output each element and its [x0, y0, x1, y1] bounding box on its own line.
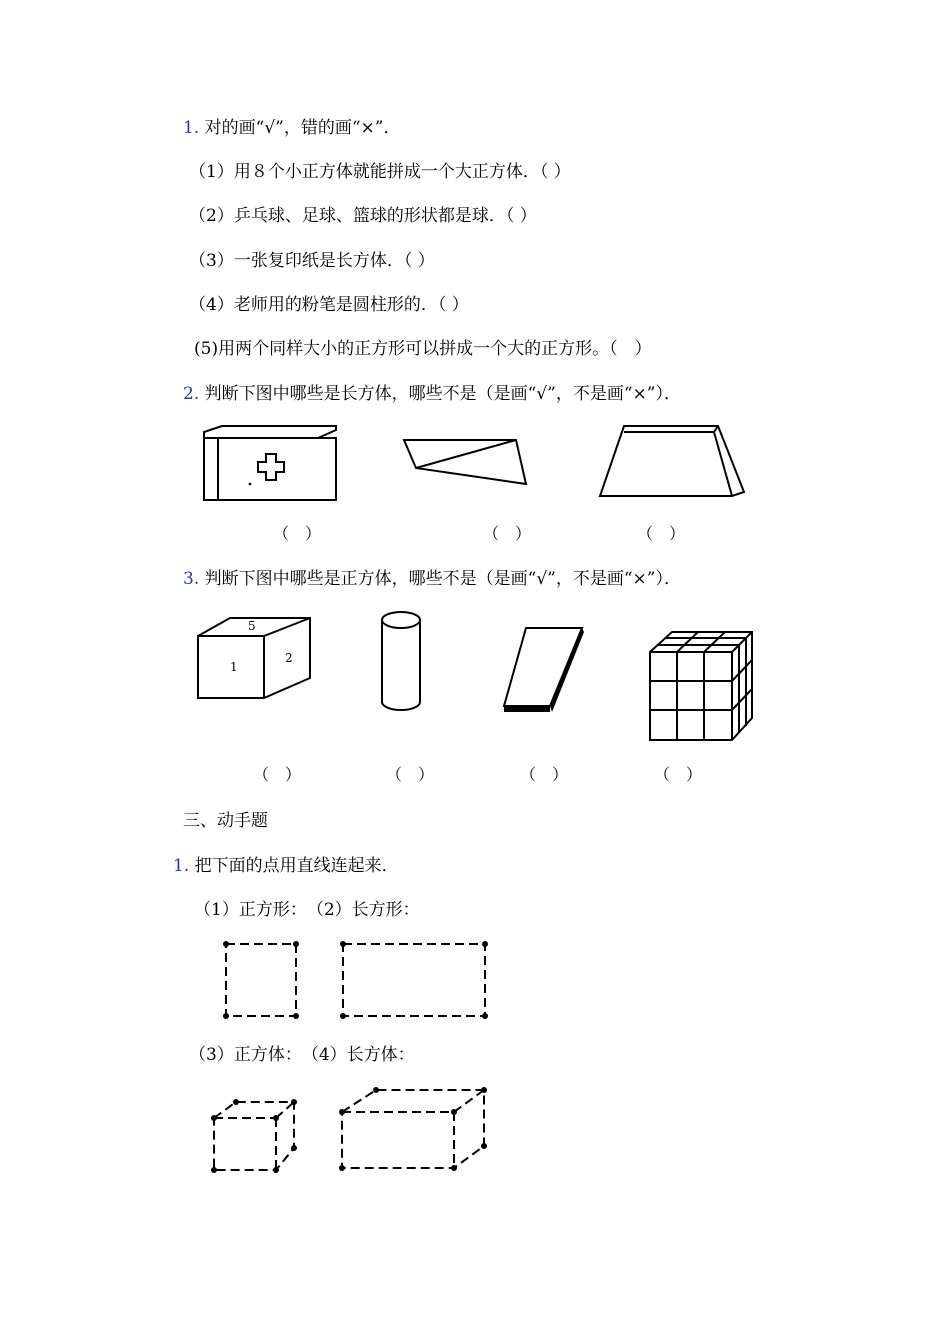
section1-item-4: （4）老师用的粉笔是圆柱形的．（ ）: [189, 295, 469, 315]
section1-number: 1.: [183, 118, 200, 138]
part3-q1-number: 1.: [173, 856, 190, 876]
section1-item-3: （3）一张复印纸是长方体．（ ）: [189, 251, 435, 271]
first-aid-box-figure: [200, 424, 342, 504]
section3-answer-4: （ ）: [654, 765, 703, 784]
rubik-cube-figure: [646, 630, 756, 744]
section2-answer-3: （ ）: [637, 524, 686, 543]
section3-title: 判断下图中哪些是正方体，哪些不是（是画“√”，不是画“×”）．: [204, 569, 681, 589]
section2-number: 2.: [183, 384, 200, 404]
cube-label-side: 2: [285, 651, 293, 665]
section2-answer-2: （ ）: [483, 524, 532, 543]
section2-answer-1: （ ）: [273, 524, 322, 543]
section1-title: 对的画“√”，错的画“×”．: [204, 118, 401, 138]
dashed-cube-figure: [208, 1096, 300, 1176]
part3-q1-row2-labels: （3）正方体： （4）长方体：: [189, 1045, 415, 1065]
section3-answer-2: （ ）: [386, 765, 435, 784]
slanted-slab-figure: [400, 438, 532, 490]
dashed-square-figure: [222, 940, 302, 1020]
section3-answer-3: （ ）: [520, 765, 569, 784]
section3-number: 3.: [183, 569, 200, 589]
section3-answer-1: （ ）: [253, 765, 302, 784]
book-slab-figure: [500, 624, 586, 716]
trapezoid-prism-figure: [596, 424, 748, 500]
part3-q1-heading: [173, 855, 399, 877]
dashed-rectangle-figure: [339, 940, 491, 1020]
cube-label-top: 5: [248, 619, 256, 633]
part3-heading: 三、动手题: [183, 811, 268, 831]
section3-heading: [183, 568, 681, 590]
part3-q1-title: 把下面的点用直线连起来．: [194, 856, 399, 876]
section1-item-2: （2）乒乓球、足球、篮球的形状都是球．（ ）: [189, 206, 537, 226]
section2-title: 判断下图中哪些是长方体，哪些不是（是画“√”，不是画“×”）．: [204, 384, 681, 404]
section2-heading: [183, 383, 681, 405]
section1-item-5: (5)用两个同样大小的正方形可以拼成一个大的正方形。（ ）: [194, 339, 652, 359]
section1-heading: [183, 117, 400, 139]
dashed-cuboid-figure: [336, 1084, 492, 1174]
section1-item-1: （1）用８个小正方体就能拼成一个大正方体．（ ）: [189, 162, 571, 182]
numbered-box-figure: [194, 616, 314, 700]
cube-label-front: 1: [230, 660, 238, 674]
part3-q1-row1-labels: （1）正方形： （2）长方形：: [194, 900, 420, 920]
cylinder-figure: [377, 610, 427, 728]
